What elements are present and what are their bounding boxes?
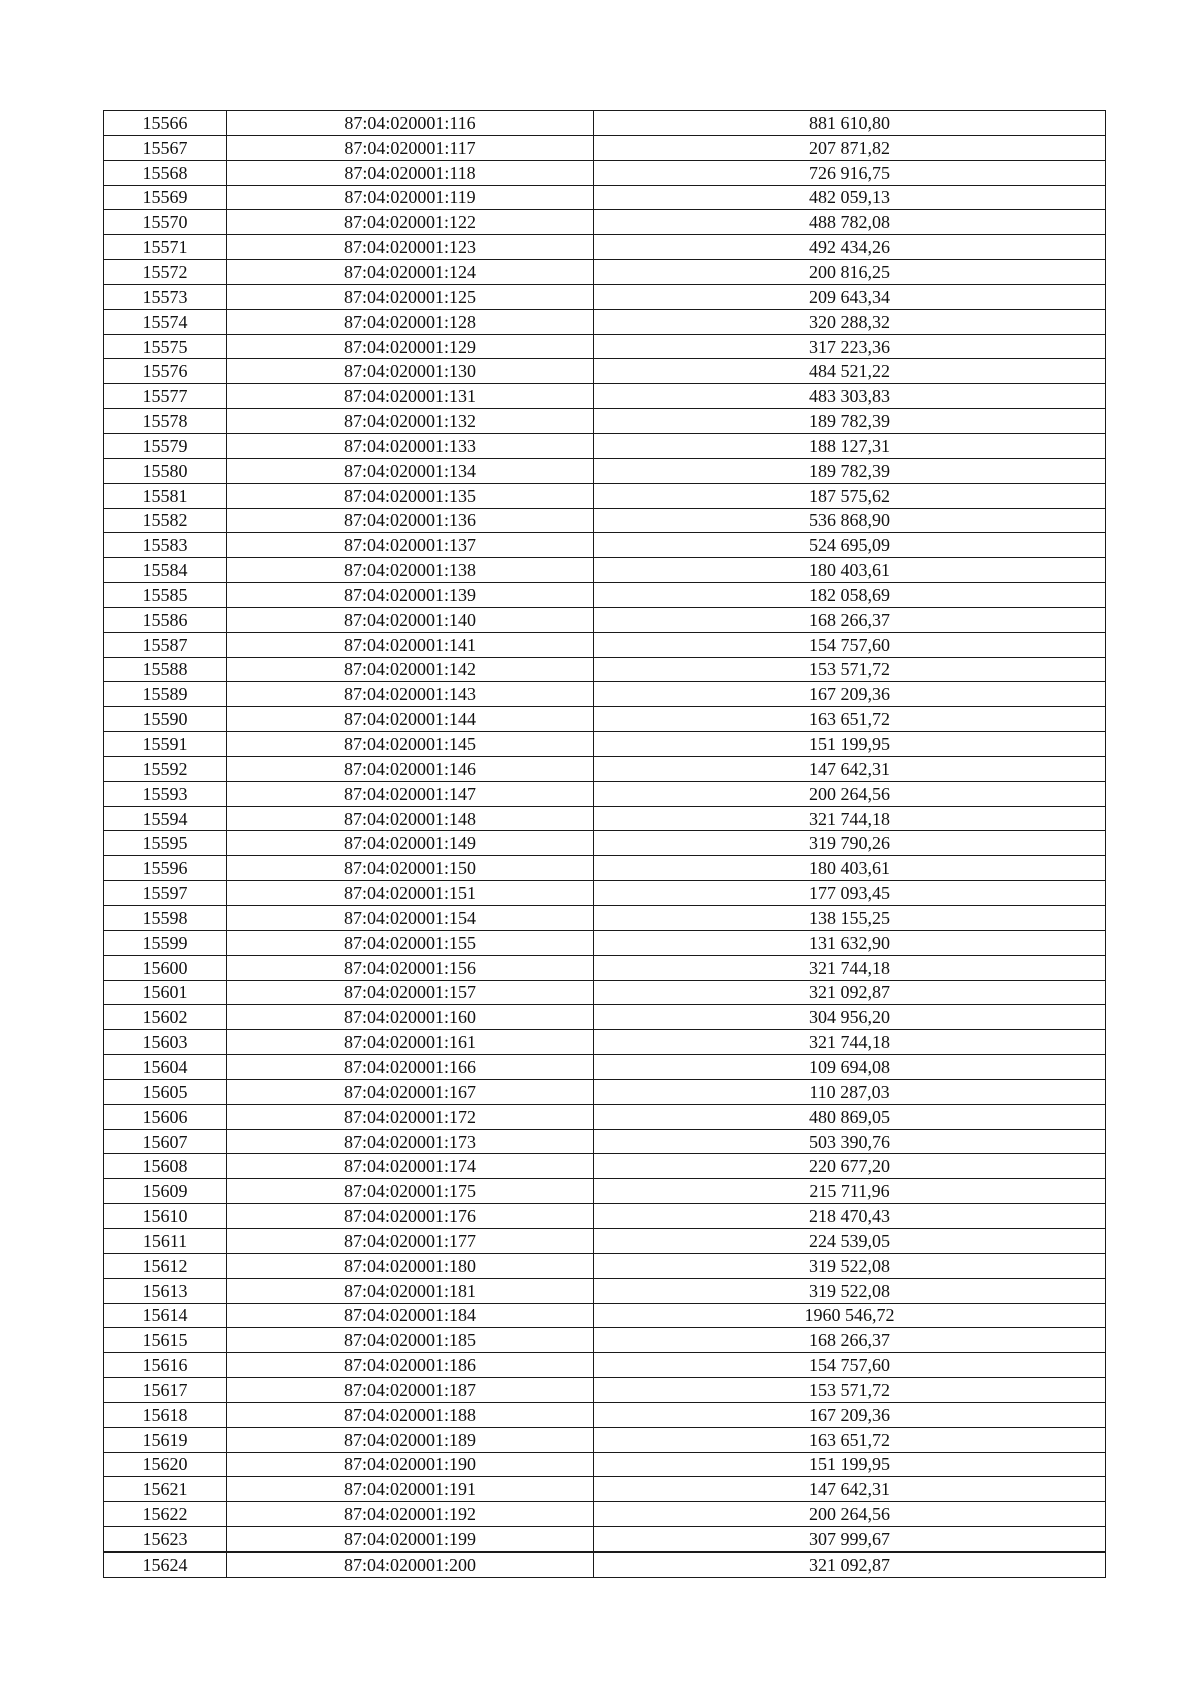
table-row (104, 1527, 1106, 1552)
cadastral-value-cell: 304 956,20 (594, 1005, 1106, 1030)
cadastral-number-cell: 87:04:020001:150 (227, 856, 594, 881)
cadastral-number-cell: 87:04:020001:181 (227, 1278, 594, 1303)
table-row (104, 1502, 1106, 1527)
table-row (104, 583, 1106, 608)
table-row (104, 1204, 1106, 1229)
cadastral-number-cell: 87:04:020001:184 (227, 1303, 594, 1328)
table-row (104, 1005, 1106, 1030)
cadastral-value-cell: 154 757,60 (594, 632, 1106, 657)
row-number-cell: 15568 (104, 160, 227, 185)
cadastral-number-cell: 87:04:020001:117 (227, 135, 594, 160)
row-number-cell: 15577 (104, 384, 227, 409)
cadastral-value-cell: 482 059,13 (594, 185, 1106, 210)
row-number-cell: 15612 (104, 1253, 227, 1278)
cadastral-number-cell: 87:04:020001:188 (227, 1402, 594, 1427)
row-number-cell: 15597 (104, 881, 227, 906)
row-number-cell: 15582 (104, 508, 227, 533)
cadastral-number-cell: 87:04:020001:140 (227, 607, 594, 632)
table-row (104, 135, 1106, 160)
cadastral-value-cell: 110 287,03 (594, 1079, 1106, 1104)
cadastral-number-cell: 87:04:020001:186 (227, 1353, 594, 1378)
cadastral-number-cell: 87:04:020001:175 (227, 1179, 594, 1204)
table-row (104, 260, 1106, 285)
table-row (104, 1179, 1106, 1204)
table-row (104, 1378, 1106, 1403)
table-row (104, 806, 1106, 831)
row-number-cell: 15616 (104, 1353, 227, 1378)
cadastral-value-cell: 215 711,96 (594, 1179, 1106, 1204)
cadastral-value-cell: 131 632,90 (594, 930, 1106, 955)
cadastral-value-cell: 153 571,72 (594, 657, 1106, 682)
cadastral-number-cell: 87:04:020001:187 (227, 1378, 594, 1403)
table-row (104, 1253, 1106, 1278)
row-number-cell: 15587 (104, 632, 227, 657)
table-row (104, 831, 1106, 856)
table-row (104, 160, 1106, 185)
cadastral-number-cell: 87:04:020001:147 (227, 781, 594, 806)
row-number-cell: 15590 (104, 707, 227, 732)
cadastral-value-cell: 147 642,31 (594, 756, 1106, 781)
cadastral-number-cell: 87:04:020001:173 (227, 1129, 594, 1154)
cadastral-number-cell: 87:04:020001:128 (227, 309, 594, 334)
row-number-cell: 15611 (104, 1228, 227, 1253)
table-row (104, 881, 1106, 906)
cadastral-number-cell: 87:04:020001:156 (227, 955, 594, 980)
cadastral-value-cell: 180 403,61 (594, 558, 1106, 583)
row-number-cell: 15600 (104, 955, 227, 980)
row-number-cell: 15619 (104, 1427, 227, 1452)
cadastral-number-cell: 87:04:020001:160 (227, 1005, 594, 1030)
cadastral-value-cell: 138 155,25 (594, 906, 1106, 931)
cadastral-value-cell: 503 390,76 (594, 1129, 1106, 1154)
row-number-cell: 15613 (104, 1278, 227, 1303)
cadastral-value-cell: 484 521,22 (594, 359, 1106, 384)
table-row (104, 1129, 1106, 1154)
row-number-cell: 15569 (104, 185, 227, 210)
cadastral-value-cell: 307 999,67 (594, 1527, 1106, 1552)
row-number-cell: 15571 (104, 235, 227, 260)
row-number-cell: 15624 (104, 1552, 227, 1577)
cadastral-value-cell: 317 223,36 (594, 334, 1106, 359)
cadastral-value-cell: 209 643,34 (594, 284, 1106, 309)
row-number-cell: 15589 (104, 682, 227, 707)
cadastral-value-cell: 321 092,87 (594, 980, 1106, 1005)
row-number-cell: 15585 (104, 583, 227, 608)
table-row (104, 1328, 1106, 1353)
table-row (104, 980, 1106, 1005)
cadastral-number-cell: 87:04:020001:151 (227, 881, 594, 906)
cadastral-value-cell: 147 642,31 (594, 1477, 1106, 1502)
table-row (104, 1303, 1106, 1328)
cadastral-number-cell: 87:04:020001:139 (227, 583, 594, 608)
cadastral-number-cell: 87:04:020001:137 (227, 533, 594, 558)
table-row (104, 682, 1106, 707)
row-number-cell: 15623 (104, 1527, 227, 1552)
table-row (104, 1055, 1106, 1080)
row-number-cell: 15620 (104, 1452, 227, 1477)
cadastral-number-cell: 87:04:020001:122 (227, 210, 594, 235)
cadastral-number-cell: 87:04:020001:157 (227, 980, 594, 1005)
cadastral-value-cell: 168 266,37 (594, 1328, 1106, 1353)
cadastral-number-cell: 87:04:020001:174 (227, 1154, 594, 1179)
cadastral-number-cell: 87:04:020001:172 (227, 1104, 594, 1129)
table-row (104, 1353, 1106, 1378)
row-number-cell: 15595 (104, 831, 227, 856)
cadastral-value-cell: 154 757,60 (594, 1353, 1106, 1378)
cadastral-value-cell: 218 470,43 (594, 1204, 1106, 1229)
table-row (104, 409, 1106, 434)
cadastral-number-cell: 87:04:020001:180 (227, 1253, 594, 1278)
row-number-cell: 15572 (104, 260, 227, 285)
table-row (104, 1477, 1106, 1502)
cadastral-number-cell: 87:04:020001:167 (227, 1079, 594, 1104)
row-number-cell: 15604 (104, 1055, 227, 1080)
cadastral-value-cell: 881 610,80 (594, 111, 1106, 136)
cadastral-number-cell: 87:04:020001:144 (227, 707, 594, 732)
cadastral-value-cell: 177 093,45 (594, 881, 1106, 906)
table-row (104, 707, 1106, 732)
table-row (104, 1154, 1106, 1179)
cadastral-value-cell: 182 058,69 (594, 583, 1106, 608)
row-number-cell: 15593 (104, 781, 227, 806)
cadastral-number-cell: 87:04:020001:199 (227, 1527, 594, 1552)
cadastral-number-cell: 87:04:020001:124 (227, 260, 594, 285)
cadastral-value-cell: 167 209,36 (594, 1402, 1106, 1427)
row-number-cell: 15594 (104, 806, 227, 831)
cadastral-number-cell: 87:04:020001:132 (227, 409, 594, 434)
cadastral-number-cell: 87:04:020001:177 (227, 1228, 594, 1253)
cadastral-value-cell: 151 199,95 (594, 732, 1106, 757)
row-number-cell: 15617 (104, 1378, 227, 1403)
cadastral-value-cell: 524 695,09 (594, 533, 1106, 558)
cadastral-number-cell: 87:04:020001:130 (227, 359, 594, 384)
row-number-cell: 15583 (104, 533, 227, 558)
row-number-cell: 15592 (104, 756, 227, 781)
row-number-cell: 15602 (104, 1005, 227, 1030)
row-number-cell: 15599 (104, 930, 227, 955)
cadastral-value-cell: 200 264,56 (594, 781, 1106, 806)
table-row (104, 1402, 1106, 1427)
row-number-cell: 15586 (104, 607, 227, 632)
row-number-cell: 15608 (104, 1154, 227, 1179)
cadastral-number-cell: 87:04:020001:185 (227, 1328, 594, 1353)
cadastral-value-cell: 163 651,72 (594, 1427, 1106, 1452)
row-number-cell: 15574 (104, 309, 227, 334)
cadastral-value-cell: 1960 546,72 (594, 1303, 1106, 1328)
table-row (104, 458, 1106, 483)
cadastral-value-cell: 167 209,36 (594, 682, 1106, 707)
cadastral-number-cell: 87:04:020001:123 (227, 235, 594, 260)
cadastral-value-cell: 109 694,08 (594, 1055, 1106, 1080)
table-row (104, 856, 1106, 881)
cadastral-number-cell: 87:04:020001:135 (227, 483, 594, 508)
cadastral-value-cell: 224 539,05 (594, 1228, 1106, 1253)
cadastral-number-cell: 87:04:020001:189 (227, 1427, 594, 1452)
cadastral-value-cell: 726 916,75 (594, 160, 1106, 185)
table-row (104, 334, 1106, 359)
cadastral-number-cell: 87:04:020001:166 (227, 1055, 594, 1080)
cadastral-value-cell: 319 522,08 (594, 1253, 1106, 1278)
cadastral-value-cell: 163 651,72 (594, 707, 1106, 732)
row-number-cell: 15578 (104, 409, 227, 434)
cadastral-number-cell: 87:04:020001:176 (227, 1204, 594, 1229)
cadastral-number-cell: 87:04:020001:145 (227, 732, 594, 757)
cadastral-number-cell: 87:04:020001:149 (227, 831, 594, 856)
cadastral-number-cell: 87:04:020001:131 (227, 384, 594, 409)
row-number-cell: 15591 (104, 732, 227, 757)
cadastral-number-cell: 87:04:020001:134 (227, 458, 594, 483)
cadastral-value-cell: 319 790,26 (594, 831, 1106, 856)
table-row (104, 185, 1106, 210)
table-row (104, 384, 1106, 409)
table-row (104, 955, 1106, 980)
cadastral-value-cell: 536 868,90 (594, 508, 1106, 533)
cadastral-value-cell: 321 092,87 (594, 1552, 1106, 1577)
row-number-cell: 15575 (104, 334, 227, 359)
cadastral-number-cell: 87:04:020001:129 (227, 334, 594, 359)
table-row (104, 508, 1106, 533)
row-number-cell: 15621 (104, 1477, 227, 1502)
cadastral-value-cell: 321 744,18 (594, 955, 1106, 980)
table-row (104, 210, 1106, 235)
row-number-cell: 15598 (104, 906, 227, 931)
row-number-cell: 15618 (104, 1402, 227, 1427)
cadastral-number-cell: 87:04:020001:161 (227, 1030, 594, 1055)
row-number-cell: 15576 (104, 359, 227, 384)
table-row (104, 632, 1106, 657)
cadastral-number-cell: 87:04:020001:191 (227, 1477, 594, 1502)
cadastral-value-cell: 168 266,37 (594, 607, 1106, 632)
table-row (104, 1104, 1106, 1129)
cadastral-value-cell: 187 575,62 (594, 483, 1106, 508)
cadastral-number-cell: 87:04:020001:148 (227, 806, 594, 831)
cadastral-number-cell: 87:04:020001:125 (227, 284, 594, 309)
cadastral-number-cell: 87:04:020001:133 (227, 433, 594, 458)
table-row (104, 930, 1106, 955)
cadastral-value-cell: 488 782,08 (594, 210, 1106, 235)
row-number-cell: 15609 (104, 1179, 227, 1204)
cadastral-number-cell: 87:04:020001:143 (227, 682, 594, 707)
cadastral-value-cell: 483 303,83 (594, 384, 1106, 409)
table-row (104, 1228, 1106, 1253)
cadastral-value-cell: 320 288,32 (594, 309, 1106, 334)
cadastral-value-cell: 319 522,08 (594, 1278, 1106, 1303)
cadastral-value-cell: 180 403,61 (594, 856, 1106, 881)
row-number-cell: 15596 (104, 856, 227, 881)
table-row (104, 483, 1106, 508)
cadastral-number-cell: 87:04:020001:192 (227, 1502, 594, 1527)
cadastral-value-cell: 189 782,39 (594, 458, 1106, 483)
table-row (104, 607, 1106, 632)
row-number-cell: 15601 (104, 980, 227, 1005)
row-number-cell: 15566 (104, 111, 227, 136)
cadastral-value-table (103, 110, 1106, 1578)
cadastral-value-cell: 189 782,39 (594, 409, 1106, 434)
table-row (104, 1079, 1106, 1104)
cadastral-value-cell: 321 744,18 (594, 1030, 1106, 1055)
cadastral-number-cell: 87:04:020001:155 (227, 930, 594, 955)
table-row (104, 235, 1106, 260)
cadastral-value-cell: 151 199,95 (594, 1452, 1106, 1477)
row-number-cell: 15570 (104, 210, 227, 235)
cadastral-value-cell: 480 869,05 (594, 1104, 1106, 1129)
row-number-cell: 15606 (104, 1104, 227, 1129)
table-row (104, 1552, 1106, 1577)
row-number-cell: 15580 (104, 458, 227, 483)
cadastral-number-cell: 87:04:020001:118 (227, 160, 594, 185)
row-number-cell: 15588 (104, 657, 227, 682)
cadastral-number-cell: 87:04:020001:119 (227, 185, 594, 210)
cadastral-value-cell: 200 816,25 (594, 260, 1106, 285)
cadastral-number-cell: 87:04:020001:142 (227, 657, 594, 682)
row-number-cell: 15581 (104, 483, 227, 508)
table-row (104, 433, 1106, 458)
cadastral-number-cell: 87:04:020001:138 (227, 558, 594, 583)
cadastral-value-cell: 207 871,82 (594, 135, 1106, 160)
row-number-cell: 15603 (104, 1030, 227, 1055)
row-number-cell: 15573 (104, 284, 227, 309)
table-row (104, 309, 1106, 334)
cadastral-number-cell: 87:04:020001:116 (227, 111, 594, 136)
table-row (104, 756, 1106, 781)
table-row (104, 111, 1106, 136)
table-row (104, 906, 1106, 931)
table-row (104, 732, 1106, 757)
table-row (104, 533, 1106, 558)
row-number-cell: 15607 (104, 1129, 227, 1154)
cadastral-value-cell: 492 434,26 (594, 235, 1106, 260)
table-row (104, 1278, 1106, 1303)
table-row (104, 558, 1106, 583)
cadastral-value-cell: 188 127,31 (594, 433, 1106, 458)
table-row (104, 284, 1106, 309)
row-number-cell: 15567 (104, 135, 227, 160)
cadastral-number-cell: 87:04:020001:146 (227, 756, 594, 781)
table-row (104, 1452, 1106, 1477)
row-number-cell: 15622 (104, 1502, 227, 1527)
cadastral-value-cell: 321 744,18 (594, 806, 1106, 831)
table-row (104, 781, 1106, 806)
cadastral-value-cell: 153 571,72 (594, 1378, 1106, 1403)
cadastral-number-cell: 87:04:020001:141 (227, 632, 594, 657)
row-number-cell: 15584 (104, 558, 227, 583)
cadastral-number-cell: 87:04:020001:154 (227, 906, 594, 931)
table-row (104, 359, 1106, 384)
cadastral-number-cell: 87:04:020001:136 (227, 508, 594, 533)
row-number-cell: 15614 (104, 1303, 227, 1328)
row-number-cell: 15579 (104, 433, 227, 458)
cadastral-value-cell: 200 264,56 (594, 1502, 1106, 1527)
row-number-cell: 15615 (104, 1328, 227, 1353)
table-row (104, 657, 1106, 682)
cadastral-number-cell: 87:04:020001:200 (227, 1552, 594, 1577)
table-body (104, 111, 1106, 1578)
row-number-cell: 15605 (104, 1079, 227, 1104)
table-row (104, 1427, 1106, 1452)
table-row (104, 1030, 1106, 1055)
row-number-cell: 15610 (104, 1204, 227, 1229)
cadastral-number-cell: 87:04:020001:190 (227, 1452, 594, 1477)
cadastral-value-cell: 220 677,20 (594, 1154, 1106, 1179)
